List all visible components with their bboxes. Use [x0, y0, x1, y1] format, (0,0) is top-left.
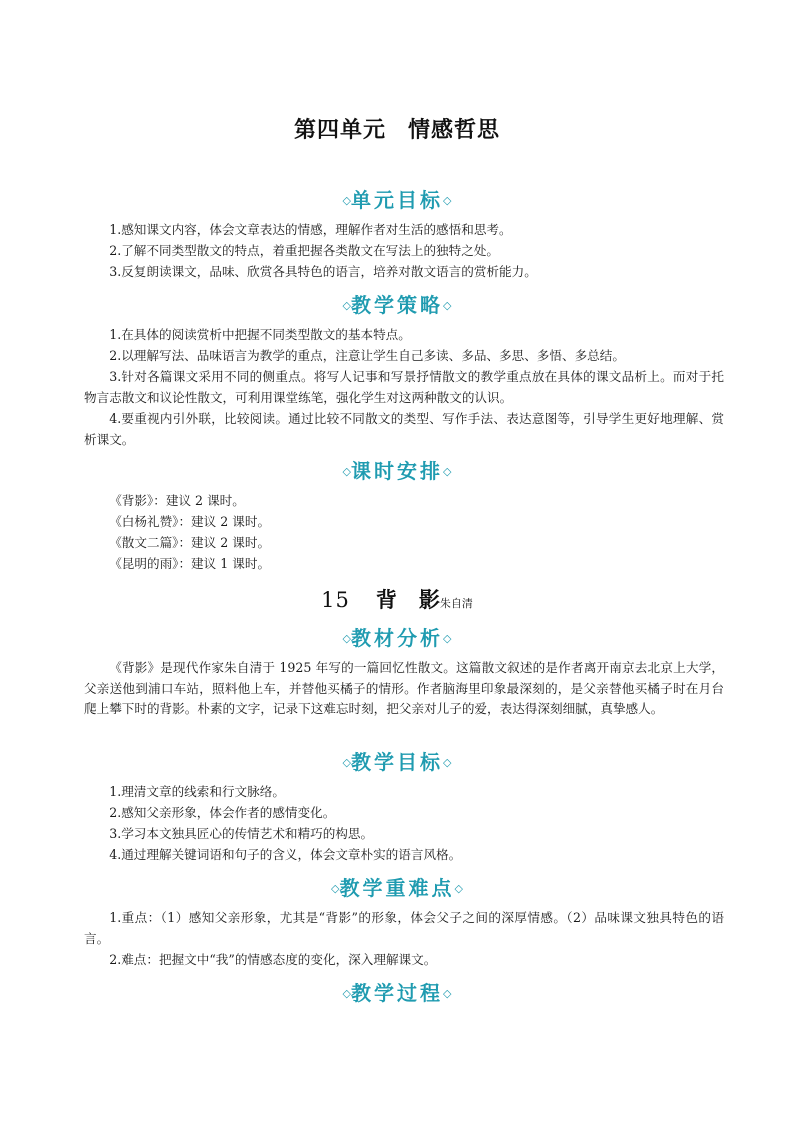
diamond-icon: ◇ — [443, 298, 452, 312]
diamond-icon: ◇ — [454, 881, 463, 895]
diamond-icon: ◇ — [342, 464, 351, 478]
unit-goal-item: 3.反复朗读课文，品味、欣赏各具特色的语言，培养对散文语言的赏析能力。 — [109, 264, 537, 279]
key-difficult-item: 1.重点：（1）感知父亲形象，尤其是“背影”的形象，体会父子之间的深厚情感。（2）品味课文独具特色的语言。 — [84, 910, 724, 946]
unit-goal-item: 2.了解不同类型散文的特点，着重把握各类散文在写法上的独特之处。 — [109, 243, 500, 258]
key-difficult-item: 2.难点：把握文中“我”的情感态度的变化，深入理解课文。 — [109, 952, 437, 967]
strategy-item: 4.要重视内引外联，比较阅读。通过比较不同散文的类型、写作手法、表达意图等，引导学生更好地理解、赏析课文。 — [84, 411, 724, 447]
diamond-icon: ◇ — [443, 631, 452, 645]
unit-title-number: 第四单元 — [293, 118, 386, 143]
diamond-icon: ◇ — [443, 193, 452, 207]
strategy-item: 3.针对各篇课文采用不同的侧重点。将写人记事和写景抒情散文的教学重点放在具体的课文品析上。而对于托物言志散文和议论性散文，可利用课堂练笔，强化学生对这两种散文的认识。 — [84, 369, 724, 405]
strategy-item: 2.以理解写法、品味语言为教学的重点，注意让学生自己多读、多品、多思、多悟、多总结。 — [109, 348, 625, 363]
section-heading-key-difficult: ◇教学重难点◇ — [331, 876, 463, 900]
section-heading-teaching-strategy: ◇教学策略◇ — [342, 293, 452, 317]
unit-title — [0, 113, 794, 144]
teaching-goal-item: 2.感知父亲形象，体会作者的感情变化。 — [109, 805, 336, 820]
lesson-title-char: 背 — [375, 588, 397, 612]
diamond-icon: ◇ — [342, 298, 351, 312]
schedule-item: 《白杨礼赞》：建议 2 课时。 — [109, 514, 271, 529]
lesson-author: 朱自清 — [439, 597, 473, 610]
diamond-icon: ◇ — [331, 881, 340, 895]
diamond-icon: ◇ — [443, 755, 452, 769]
teaching-goal-item: 4.通过理解关键词语和句子的含义，体会文章朴实的语言风格。 — [109, 847, 462, 862]
section-heading-teaching-goals: ◇教学目标◇ — [342, 750, 452, 774]
diamond-icon: ◇ — [443, 986, 452, 1000]
section-heading-unit-goals: ◇单元目标◇ — [342, 188, 452, 212]
material-analysis-text: 《背影》是现代作家朱自清于 1925 年写的一篇回忆性散文。这篇散文叙述的是作者离开南京去北京上大学，父亲送他到浦口车站，照料他上车，并替他买橘子的情形。作者脑海里印象最深刻的，是父亲替他买橘子时在月台爬上攀下时的背影。朴素的文字，记录下这难忘时刻，把父亲对儿子的爱，表达得深刻细腻，真挚感人。 — [84, 660, 724, 716]
section-heading-material-analysis: ◇教材分析◇ — [342, 626, 452, 650]
strategy-item: 1.在具体的阅读赏析中把握不同类型散文的基本特点。 — [109, 327, 411, 342]
section-heading-teaching-process: ◇教学过程◇ — [342, 981, 452, 1005]
teaching-goal-item: 3.学习本文独具匠心的传情艺术和精巧的构思。 — [109, 826, 374, 841]
diamond-icon: ◇ — [342, 631, 351, 645]
lesson-number: 15 — [321, 588, 350, 612]
unit-title-theme: 情感哲思 — [408, 118, 501, 143]
schedule-item: 《背影》：建议 2 课时。 — [109, 493, 245, 508]
teaching-goal-item: 1.理清文章的线索和行文脉络。 — [109, 784, 285, 799]
unit-goal-item: 1.感知课文内容，体会文章表达的情感，理解作者对生活的感悟和思考。 — [109, 222, 512, 237]
diamond-icon: ◇ — [443, 464, 452, 478]
lesson-title — [0, 584, 794, 614]
lesson-title-char: 影 — [418, 588, 440, 612]
schedule-item: 《散文二篇》：建议 2 课时。 — [109, 535, 271, 550]
section-heading-schedule: ◇课时安排◇ — [342, 459, 452, 483]
diamond-icon: ◇ — [342, 193, 351, 207]
diamond-icon: ◇ — [342, 755, 351, 769]
diamond-icon: ◇ — [342, 986, 351, 1000]
schedule-item: 《昆明的雨》：建议 1 课时。 — [109, 556, 271, 571]
